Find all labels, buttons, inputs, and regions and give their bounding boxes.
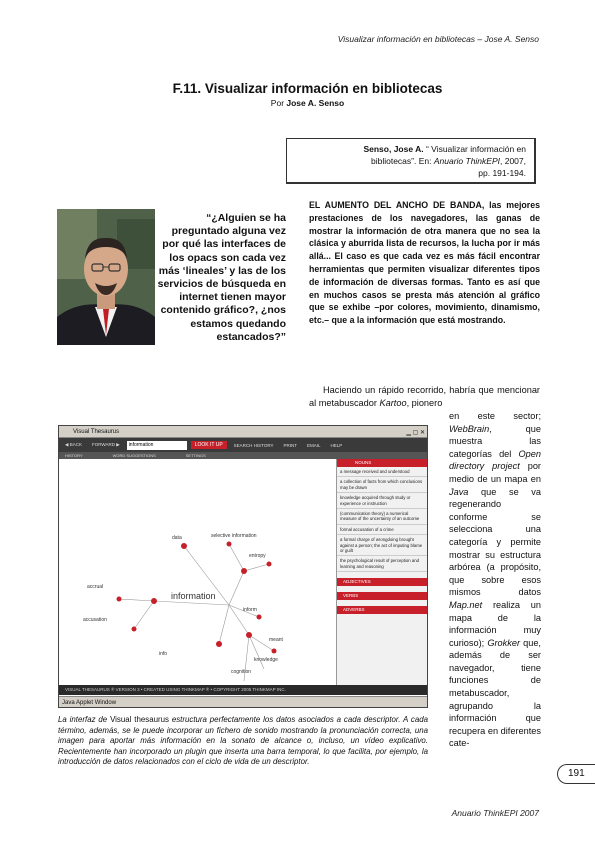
body2-webbrain: WebBrain: [449, 423, 490, 434]
ss-definitions-panel: [336, 459, 428, 685]
running-head: Visualizar información en bibliotecas – Jose A. Senso: [337, 34, 539, 44]
ss-definition: a formal charge of wrongdoing brought against a person; the act of imputing blame or guilt: [337, 535, 428, 556]
ss-search-input: information: [127, 441, 187, 450]
ss-node-information: information: [171, 591, 216, 601]
ss-node-accrual: accrual: [87, 584, 104, 590]
ss-definition: a collection of facts from which conclusions may be drawn: [337, 477, 428, 493]
ss-settings-tab: SETTINGS: [185, 453, 206, 458]
ss-applet-window-label: Java Applet Window: [59, 696, 428, 708]
author-photo: [57, 209, 155, 345]
body-text-1-end: , pionero: [406, 397, 443, 408]
ss-node-entropy: entropy: [249, 553, 266, 559]
ss-node-selective: selective information: [211, 533, 257, 539]
visual-thesaurus-screenshot: [58, 425, 428, 708]
ss-node-meant: meant: [269, 637, 283, 643]
body2-text-f: que, además de ser navegador, tiene funciones de metabuscador, agrupando la información que recupera en diferentes cate-: [449, 637, 541, 749]
ss-window-title: Visual Thesaurus: [73, 429, 120, 435]
ss-node-data: data: [172, 535, 182, 541]
byline: [0, 98, 595, 108]
ss-status-bar: VISUAL THESAURUS ® VERSION 3 • CREATED USING THINKMAP ® • COPYRIGHT 2005 THINKMAP INC.: [59, 685, 428, 695]
ss-node-accusation: accusation: [83, 617, 107, 623]
ss-lookup-button: LOOK IT UP: [191, 441, 227, 449]
ss-nouns-header: NOUNS: [337, 459, 428, 467]
caption-visual-thesaurus: Visual thesaurus: [110, 715, 169, 724]
body2-text-b: , que muestra las categorías del: [449, 423, 541, 459]
body2-java: Java: [449, 486, 469, 497]
ss-email-button: EMAIL: [307, 442, 321, 448]
ss-word-graph: [59, 459, 335, 685]
ss-definition: a message received and understood: [337, 467, 428, 477]
body2-mapnet: Map.net: [449, 599, 483, 610]
ss-subbar: [59, 452, 427, 459]
ss-node-cognition: cognition: [231, 669, 252, 675]
author-portrait-image: [57, 209, 155, 345]
body2-grokker: Grokker: [487, 637, 521, 648]
ss-window-buttons-icon: ▁ ▢ ✕: [406, 430, 425, 436]
body-paragraph-2: [449, 410, 541, 750]
page-title: F.11. Visualizar información en bibliotecas: [172, 81, 443, 96]
citation-text-2: bibliotecas”. En:: [371, 156, 434, 166]
pull-quote: “¿Alguien se ha preguntado alguna vez por qué las interfaces de los opacs son cada vez más ‘lineales’ y las de los servicios de búsqueda en internet tienen mayor contenido gráfico?, ¿nos estamos quedando estancados?”: [157, 212, 286, 343]
lead-paragraph: EL AUMENTO DEL ANCHO DE BANDA, las mejores prestaciones de los navegadores, las ganas de mostrar la información de otra manera que no sea la clásica y aburrida lista de recursos, la lucha por ir más allá... El caso es que cada vez es más fácil encontrar herramientas que permiten visualizar diferentes tipos de información de diversas formas. Tanto es así que en muchos casos se presta más atención al gráfico que se exhibe –por colores, movimiento, dinamismo, etc.– que a la información que está mostrando.: [309, 200, 540, 326]
ss-history-tab: HISTORY: [65, 453, 83, 458]
running-foot: Anuario ThinkEPI 2007: [451, 808, 539, 818]
ss-main-area: [59, 459, 428, 685]
body-text-1: Haciendo un rápido recorrido, habría que mencionar al metabuscador: [309, 385, 540, 408]
byline-prefix: Por: [270, 98, 287, 108]
figure-caption: [58, 715, 428, 768]
ss-node-info: info: [159, 651, 168, 657]
caption-text-a: La interfaz de: [58, 715, 111, 724]
citation-text-1: “ Visualizar información en: [423, 144, 526, 154]
ss-help-button: HELP: [330, 442, 343, 448]
ss-adverbs-bar: ADVERBS: [337, 606, 428, 614]
body2-text-a: en este sector;: [449, 411, 541, 421]
citation-author: Senso, Jose A.: [363, 144, 424, 154]
ss-word-suggestions-tab: WORD SUGGESTIONS: [112, 453, 156, 458]
ss-definition: formal accusation of a crime: [337, 525, 428, 535]
citation-pages: pp. 191-194.: [478, 168, 526, 178]
ss-definition: the psychological result of perception and learning and reasoning: [337, 556, 428, 572]
body-link-kartoo: Kartoo: [379, 397, 407, 408]
ss-adjectives-bar: ADJECTIVES: [337, 578, 428, 586]
ss-node-inform: inform: [243, 607, 257, 613]
body2-text-c: por medio de un mapa en: [449, 461, 541, 484]
ss-print-button: PRINT: [283, 442, 298, 448]
citation-box: [286, 138, 536, 184]
ss-node-knowledge: knowledge: [254, 657, 278, 663]
caption-text-b: estructura perfectamente los datos asociados a cada descriptor. A cada término, además, se le puede incorporar un fichero de sonido mostrando la pronunciación correcta, una imagen para aportar más información en la sonato de alcance o, incluso, un vídeo explicativo. Recientemente han incorporado un plugin que inserta una barra temporal, lo que facilita, por ejemplo, la introducción de datos relacionados con el ciclo de vida de un descriptor.: [58, 715, 428, 767]
ss-back-button: ◀ BACK: [65, 442, 82, 447]
page-number: 191: [557, 764, 595, 784]
citation-text-3: , 2007,: [500, 156, 526, 166]
ss-search-history-button: SEARCH HISTORY: [233, 442, 274, 448]
ss-window-titlebar: [59, 426, 427, 438]
citation-journal: Anuario ThinkEPI: [433, 156, 500, 166]
ss-verbs-bar: VERBS: [337, 592, 428, 600]
body2-text-d: que se va regenerando conforme se selecciona una categoría y permite mostrar su estructura arbórea (a propósito, que sobre esos mismos datos: [449, 486, 541, 598]
body-paragraph-1: [309, 384, 540, 409]
body2-odp: Open directory project: [449, 448, 541, 472]
ss-forward-button: FORWARD ▶: [91, 442, 120, 447]
ss-definition: knowledge acquired through study or experience or instruction: [337, 493, 428, 509]
ss-definition: (communication theory) a numerical measure of the uncertainty of an outcome: [337, 509, 428, 525]
byline-author: Jose A. Senso: [286, 98, 345, 108]
body2-text-e: realiza un mapa de la información muy curioso);: [449, 599, 541, 648]
ss-toolbar: [59, 438, 427, 452]
